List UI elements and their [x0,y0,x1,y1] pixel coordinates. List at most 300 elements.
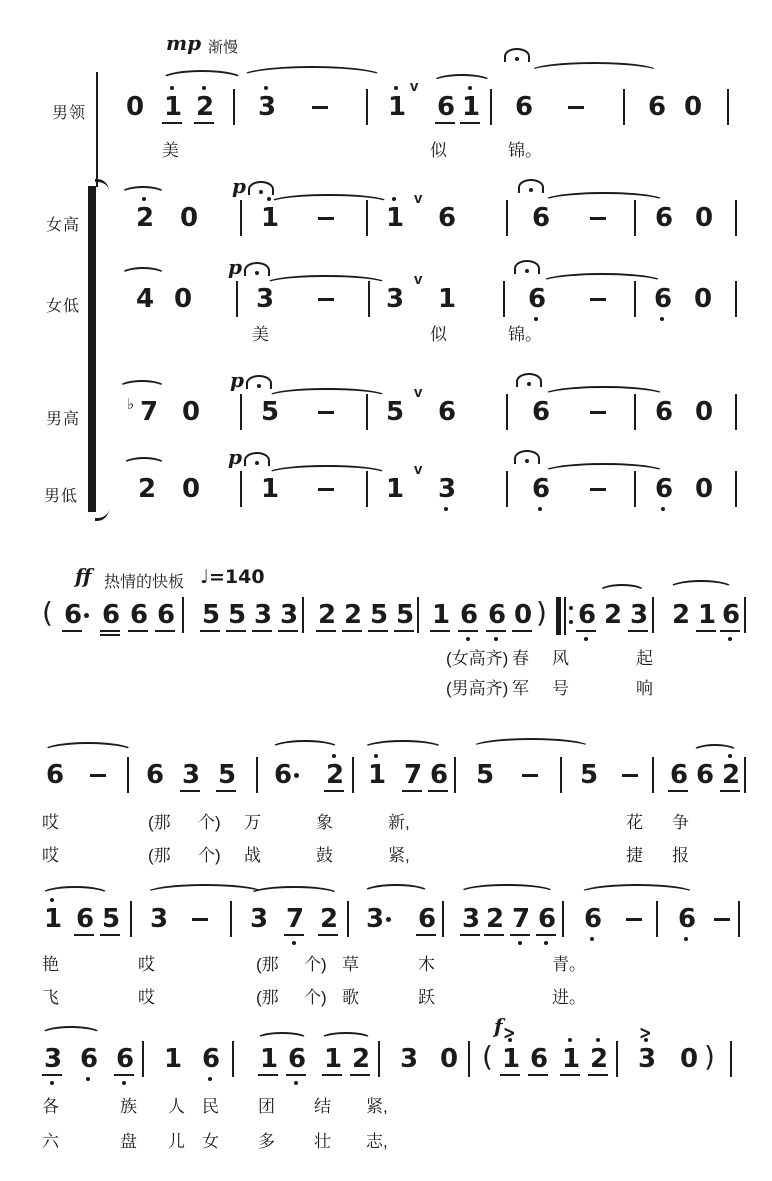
note [386,203,405,233]
rest-note [182,397,201,427]
lyric: 人 [168,1097,185,1116]
augmentation-dot [294,773,299,778]
beam-underline [100,634,120,636]
note-number: 6 [530,1044,549,1074]
lyric: 锦。 [508,325,542,344]
note [404,760,423,790]
note-number: 6 [578,600,597,630]
note [274,760,293,790]
note-number: 6 [532,203,551,233]
note-number: 1 [698,600,717,630]
dash-extension [192,918,208,921]
octave-dot-above [264,86,268,90]
lyric: 结 [314,1097,331,1116]
note [150,904,169,934]
note [138,474,157,504]
beam-underline [252,630,272,632]
metronome-mark: ♩=140 [200,566,265,588]
note [722,600,741,630]
beam-underline [100,630,120,632]
note [370,600,389,630]
slur [470,738,592,758]
note [438,203,457,233]
lyric: 志, [366,1132,388,1151]
note-number: 6 [430,760,449,790]
note [102,904,121,934]
note [432,600,451,630]
note-number: 0 [174,284,193,314]
note [578,600,597,630]
note-number: 5 [396,600,415,630]
rest-note [695,474,714,504]
note-number: 5 [202,600,221,630]
note-number: 6 [437,92,456,122]
octave-dot-below [122,1081,126,1085]
barline [656,901,658,937]
slur [362,884,430,902]
note-number: 3 [250,904,269,934]
beam-underline [216,790,236,792]
note [286,904,305,934]
note-number: 6 [438,203,457,233]
slur [542,463,666,482]
barline [130,901,132,937]
lyric: 哎 [42,813,59,832]
choir-bracket [88,186,96,512]
note [136,203,155,233]
note [250,904,269,934]
beam-underline [284,934,304,936]
note [430,760,449,790]
note [654,284,673,314]
fermata-icon [514,260,540,274]
note-number: 6 [80,1044,99,1074]
note-number: 5 [102,904,121,934]
lyric: 象 [316,813,333,832]
lyric: 壮 [314,1132,331,1151]
beam-underline [512,630,532,632]
barline [562,901,564,937]
barline [623,89,625,125]
lyric: 哎 [138,955,155,974]
barline [730,1041,732,1077]
octave-dot-below [50,1081,54,1085]
beam-underline [194,122,214,124]
note [256,284,275,314]
fermata-icon [504,48,530,62]
note-number: 6 [102,600,121,630]
note [696,760,715,790]
barline [735,200,737,236]
dash-extension [590,411,606,414]
note [366,904,385,934]
note-number: 2 [604,600,623,630]
note [515,92,534,122]
note-number: 0 [182,397,201,427]
dynamic-mark: p [228,255,242,279]
note-number: 2 [352,1044,371,1074]
octave-dot-below [444,507,448,511]
note-number: 1 [502,1044,521,1074]
fermata-icon [244,262,270,276]
slur [266,465,388,483]
lyric: 六 [42,1132,59,1151]
note-number: 7 [404,760,423,790]
barline [347,901,349,937]
barline [744,757,746,793]
note-number: 3 [462,904,481,934]
note-number: 0 [126,92,145,122]
note [260,1044,279,1074]
note [476,760,495,790]
beam-underline [74,934,94,936]
note-number: 6 [460,600,479,630]
beam-underline [430,630,450,632]
barline [503,281,505,317]
note-number: 0 [695,203,714,233]
fermata-icon [246,375,272,389]
beam-underline [402,790,422,792]
note [638,1044,657,1074]
note-number: 5 [261,397,280,427]
note [438,397,457,427]
beam-underline [350,1074,370,1076]
slur [40,1026,102,1043]
slur [256,1032,308,1046]
dash-extension [714,918,730,921]
lyric: 号 [552,679,569,698]
slur [120,186,166,202]
beam-underline [42,1074,62,1076]
note-number: 1 [562,1044,581,1074]
lyric: 花 [626,813,643,832]
lyric: 哎 [138,988,155,1007]
note [261,474,280,504]
note-number: 6 [532,397,551,427]
lyric: (男高齐) [446,679,509,698]
note-number: 2 [320,904,339,934]
note [655,203,674,233]
lyric: 个) [198,846,221,865]
lyric: 个) [304,988,327,1007]
note [538,904,557,934]
lyric: 美 [162,141,179,160]
slur [268,194,390,212]
note [532,474,551,504]
slur [118,380,166,396]
dynamic-mark-ff: ff [75,564,92,588]
note-number: 1 [260,1044,279,1074]
barline [735,471,737,507]
beam-underline [200,630,220,632]
note-number: 2 [196,92,215,122]
dash-extension [522,774,538,777]
dynamic-mark: p [228,445,242,469]
slur [528,62,660,82]
note-number: 5 [228,600,247,630]
barline [302,597,304,633]
note-number: 1 [432,600,451,630]
slur [240,66,384,88]
lyric: 鼓 [316,846,333,865]
dash-extension [318,217,334,220]
beam-underline [484,934,504,936]
barline [506,200,508,236]
repeat-dot [569,620,573,624]
note [318,600,337,630]
barline [560,757,562,793]
slur [362,740,444,758]
slur [542,192,666,211]
lyric: 似 [430,141,447,160]
accent-mark: > [503,1021,516,1045]
note-number: 4 [136,284,155,314]
slur [160,70,244,90]
octave-dot-below [86,1077,90,1081]
flat-icon: ♭ [127,395,135,413]
rest-note [694,284,713,314]
parenthesis: ) [536,596,547,629]
lyric: 新, [388,813,410,832]
note-number: 6 [116,1044,135,1074]
beam-underline [720,790,740,792]
note [502,1044,521,1074]
note [344,600,363,630]
note [352,1044,371,1074]
note-number: 2 [318,600,337,630]
beam-underline [394,630,414,632]
note-number: 5 [476,760,495,790]
note-number: 2 [722,760,741,790]
lyric: 美 [252,325,269,344]
octave-dot-above [332,754,336,758]
note [648,92,667,122]
beam-underline [668,790,688,792]
note-number: 0 [694,284,713,314]
lyric: 起 [636,649,653,668]
slur [264,275,388,293]
dynamic-mark-mp: mp [166,31,202,55]
dash-extension [318,298,334,301]
barline [127,757,129,793]
lyric: 青。 [552,955,586,974]
augmentation-dot [386,917,391,922]
lyric: 族 [120,1097,137,1116]
slur [320,1032,372,1046]
note [418,904,437,934]
dash-extension [90,774,106,777]
note-number: 2 [344,600,363,630]
octave-dot-below [518,941,522,945]
note-number: 3 [44,1044,63,1074]
note-number: 6 [532,474,551,504]
note-number: 6 [76,904,95,934]
lyric: 哎 [42,846,59,865]
barline [616,1041,618,1077]
rest-note [180,203,199,233]
dash-extension [590,217,606,220]
note [164,92,183,122]
lyric: 木 [418,955,435,974]
note-number: 6 [655,397,674,427]
slur [270,740,340,758]
dynamic-mark: f [494,1014,503,1038]
octave-dot-above [568,1038,572,1042]
beam-underline [278,630,298,632]
note-number: 1 [44,904,63,934]
beam-underline [226,630,246,632]
lyric: 紧, [388,846,410,865]
note [254,600,273,630]
note [46,760,65,790]
note [288,1044,307,1074]
breath-mark: v [414,190,423,207]
lyric: 似 [430,325,447,344]
note-number: 6 [696,760,715,790]
note [655,474,674,504]
part-label: 男高 [46,411,81,428]
note [280,600,299,630]
barline [378,1041,380,1077]
note [44,1044,63,1074]
fermata-icon [514,450,540,464]
lyric: (那 [256,988,279,1007]
repeat-thick-bar [556,597,561,635]
slur [40,886,110,904]
note-number: 2 [326,760,345,790]
part-label: 女低 [46,298,81,315]
barline [506,394,508,430]
barline [454,757,456,793]
slur [122,457,166,473]
dash-extension [590,298,606,301]
note [604,600,623,630]
note [530,1044,549,1074]
barline [256,757,258,793]
note-number: 2 [486,904,505,934]
note-number: 6 [157,600,176,630]
note-number: 6 [722,600,741,630]
dash-extension [622,774,638,777]
rest-note [182,474,201,504]
note-number: 3 [366,904,385,934]
lyric: 民 [202,1097,219,1116]
beam-underline [155,630,175,632]
note-number: 0 [180,203,199,233]
barline [230,901,232,937]
beam-underline [628,630,648,632]
note-number: 3 [400,1044,419,1074]
beam-underline [114,1074,134,1076]
octave-dot-below [466,637,470,641]
slur [598,584,646,600]
beam-underline [588,1074,608,1076]
barline [236,281,238,317]
dynamic-mark: p [232,174,246,198]
octave-dot-below [590,937,594,941]
note-number: 1 [164,92,183,122]
barline [506,471,508,507]
barline [232,1041,234,1077]
octave-dot-below [661,507,665,511]
note-number: 3 [254,600,273,630]
note-number: 6 [678,904,697,934]
slur [458,884,556,902]
lyric: 春 [512,649,529,668]
beam-underline [500,1074,520,1076]
beam-underline [318,934,338,936]
note-number: 0 [514,600,533,630]
note [698,600,717,630]
note-number: 3 [150,904,169,934]
note-number: 6 [146,760,165,790]
lyric: 个) [198,813,221,832]
beam-underline [62,630,82,632]
barline [468,1041,470,1077]
note-number: 0 [440,1044,459,1074]
octave-dot-below [728,637,732,641]
lyric: 飞 [42,988,59,1007]
dash-extension [590,488,606,491]
fermata-icon [518,179,544,193]
lyric: 跃 [418,988,435,1007]
note [438,284,457,314]
barline [490,89,492,125]
note-number: 2 [136,203,155,233]
lyric: 进。 [552,988,586,1007]
note-number: 0 [182,474,201,504]
note [532,397,551,427]
bracket-hook-bottom [95,509,109,521]
note [164,1044,183,1074]
octave-dot-below [544,941,548,945]
beam-underline [162,122,182,124]
lyric: 艳 [42,955,59,974]
note [196,92,215,122]
dash-extension [318,411,334,414]
note [528,284,547,314]
note-number: 3 [182,760,201,790]
breath-mark: v [414,271,423,288]
note [182,760,201,790]
note [562,1044,581,1074]
beam-underline [536,934,556,936]
lyric: (那 [148,813,171,832]
beam-underline [560,1074,580,1076]
lyric: 盘 [120,1132,137,1151]
repeat-sign [556,597,574,635]
note-number: 7 [512,904,531,934]
note-number: 5 [580,760,599,790]
note [258,92,277,122]
note [462,92,481,122]
octave-dot-below [294,1081,298,1085]
rest-note [174,284,193,314]
slur [578,884,696,904]
beam-underline [696,630,716,632]
beam-underline [324,790,344,792]
octave-dot-below [584,637,588,641]
beam-underline [180,790,200,792]
system-barline [96,72,98,187]
note [228,600,247,630]
note-number: 3 [258,92,277,122]
beam-underline [416,934,436,936]
rest-note [126,92,145,122]
note-number: 6 [288,1044,307,1074]
lyric: (女高齐) [446,649,509,668]
note-number: 1 [462,92,481,122]
